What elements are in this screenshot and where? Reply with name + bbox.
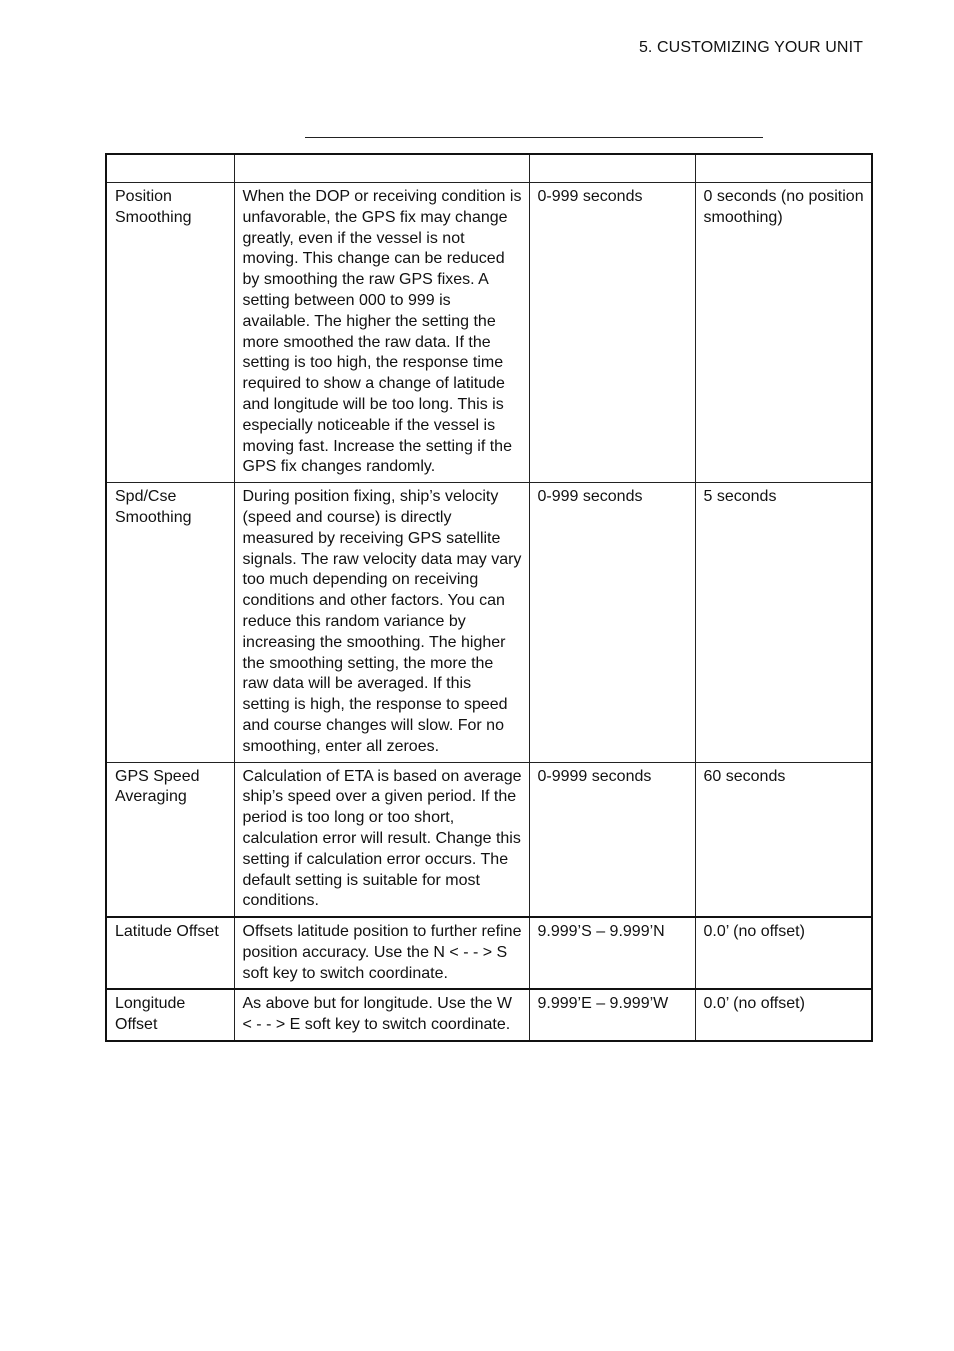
- cell-range: 0-9999 seconds: [529, 762, 695, 917]
- cell-default: 0.0’ (no offset): [695, 917, 872, 989]
- cell-range: 9.999’E – 9.999’W: [529, 989, 695, 1041]
- column-header-description: [234, 154, 529, 183]
- table-row: [106, 183, 872, 483]
- page-header-section-title: 5. CUSTOMIZING YOUR UNIT: [638, 39, 863, 56]
- cell-description: Offsets latitude position to further refine position accuracy. Use the N < - - > S soft key to switch coordinate.: [234, 917, 529, 989]
- table-row: [106, 989, 872, 1041]
- cell-description: When the DOP or receiving condition is unfavorable, the GPS fix may change greatly, even if the vessel is not moving. This change can be reduced by smoothing the raw GPS fixes. A setting between 000 to 999 is available. The higher the setting the more smoothed the raw data. If the setting is too high, the response time required to show a change of latitude and longitude will be too long. This is especially noticeable if the vessel is moving fast. Increase the setting if the GPS fix changes randomly.: [234, 183, 529, 483]
- cell-range: 0-999 seconds: [529, 483, 695, 762]
- table-row: [106, 917, 872, 989]
- table-row: [106, 483, 872, 762]
- cell-description: During position fixing, ship’s velocity (speed and course) is directly measured by receiving GPS satellite signals. The raw velocity data may vary too much depending on receiving conditions and other factors. You can reduce this random variance by increasing the smoothing. The higher the smoothing setting, the more the raw data will be averaged. If this setting is high, the response to speed and course changes will slow. For no smoothing, enter all zeroes.: [234, 483, 529, 762]
- table-header-row: [106, 154, 872, 183]
- cell-range: 9.999’S – 9.999’N: [529, 917, 695, 989]
- cell-default: 60 seconds: [695, 762, 872, 917]
- cell-item: GPS Speed Averaging: [106, 762, 234, 917]
- cell-range: 0-999 seconds: [529, 183, 695, 483]
- cell-default: 5 seconds: [695, 483, 872, 762]
- cell-item: Longitude Offset: [106, 989, 234, 1041]
- cell-description: Calculation of ETA is based on average ship’s speed over a given period. If the period is too long or too short, calculation error will result. Change this setting if calculation error occurs. The default setting is suitable for most conditions.: [234, 762, 529, 917]
- column-header-item: [106, 154, 234, 183]
- column-header-range: [529, 154, 695, 183]
- gps-settings-table: [105, 153, 873, 1042]
- cell-item: Latitude Offset: [106, 917, 234, 989]
- cell-default: 0 seconds (no position smoothing): [695, 183, 872, 483]
- title-underline-rule: [305, 137, 763, 138]
- cell-item: Position Smoothing: [106, 183, 234, 483]
- cell-description: As above but for longitude. Use the W < - - > E soft key to switch coordinate.: [234, 989, 529, 1041]
- column-header-default: [695, 154, 872, 183]
- table-row: [106, 762, 872, 917]
- cell-item: Spd/Cse Smoothing: [106, 483, 234, 762]
- cell-default: 0.0’ (no offset): [695, 989, 872, 1041]
